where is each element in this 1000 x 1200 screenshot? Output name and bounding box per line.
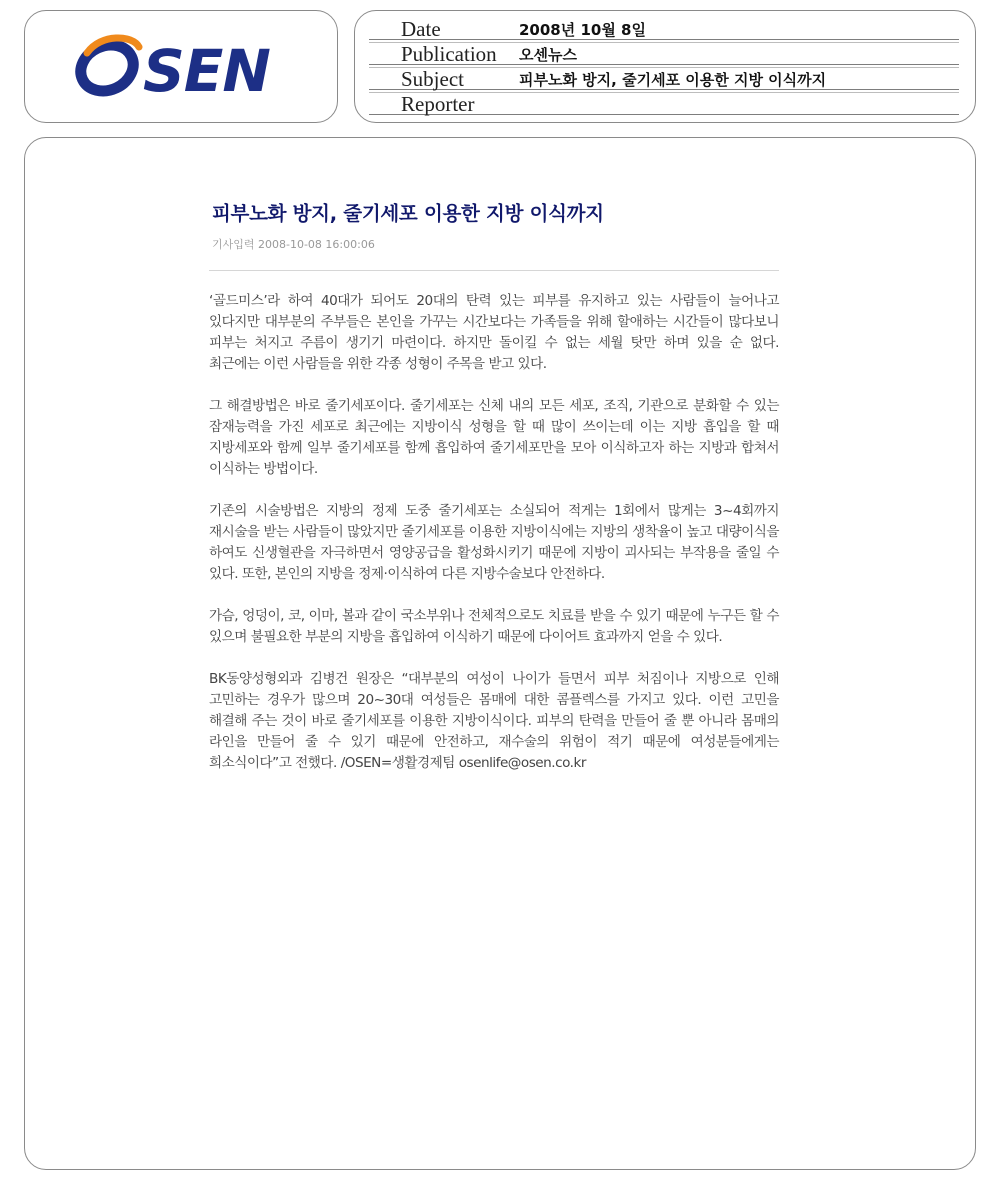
meta-row-reporter: [369, 90, 959, 115]
meta-label: Publication: [401, 42, 497, 66]
osen-logo: [73, 31, 283, 105]
article-title: 피부노화 방지, 줄기세포 이용한 지방 이식까지: [212, 202, 604, 225]
logo-panel: [24, 10, 338, 123]
meta-label: Date: [401, 17, 441, 41]
meta-row-publication: [369, 40, 959, 65]
article: [209, 198, 779, 795]
logo-text: SEN: [143, 37, 270, 105]
meta-value: 2008년 10월 8일: [519, 21, 646, 39]
article-paragraph: BK동양성형외과 김병건 원장은 “대부분의 여성이 나이가 들면서 피부 처짐이나 지방으로 인해 고민하는 경우가 많으며 20~30대 여성들은 몸매에 대한 콤플렉스를 가지고 있다. 이런 고민을 해결해 주는 것이 바로 줄기세포를 이용한 지방이식이다. 피부의 탄력을 만들어 줄 뿐 아니라 몸매의 라인을 만들어 줄 수 있기 때문에 안전하고, 재수술의 위험이 적기 때문에 여성분들에게는 희소식이다”고 전했다. /OSEN=생활경제팀 osenlife@osen.co.kr: [209, 671, 779, 771]
metadata-panel: [354, 10, 976, 123]
article-timestamp: 기사입력 2008-10-08 16:00:06: [212, 238, 375, 251]
article-paragraph: 기존의 시술방법은 지방의 정제 도중 줄기세포는 소실되어 적게는 1회에서 많게는 3~4회까지 재시술을 받는 사람들이 많았지만 줄기세포를 이용한 지방이식에는 지방의 생착율이 높고 대량이식을 하여도 신생혈관을 자극하면서 영양공급을 활성화시키기 때문에 지방이 괴사되는 부작용을 줄일 수 있다. 또한, 본인의 지방을 정제·이식하여 다른 지방수술보다 안전하다.: [209, 503, 779, 582]
meta-row-date: [369, 15, 959, 40]
article-paragraph: 그 해결방법은 바로 줄기세포이다. 줄기세포는 신체 내의 모든 세포, 조직, 기관으로 분화할 수 있는 잠재능력을 가진 세포로 최근에는 지방이식 성형을 할 때 많이 쓰이는데 이는 지방 흡입을 할 때 지방세포와 함께 일부 줄기세포를 함께 흡입하여 줄기세포만을 모아 이식하고자 하는 지방과 합쳐서 이식하는 방법이다.: [209, 398, 779, 477]
meta-value: 피부노화 방지, 줄기세포 이용한 지방 이식까지: [519, 71, 827, 89]
meta-row-subject: [369, 65, 959, 90]
article-body: [209, 291, 779, 774]
article-panel: [24, 137, 976, 1170]
article-paragraph: 가슴, 엉덩이, 코, 이마, 볼과 같이 국소부위나 전체적으로도 치료를 받을 수 있기 때문에 누구든 할 수 있으며 불필요한 부분의 지방을 흡입하여 이식하기 때문에 다이어트 효과까지 얻을 수 있다.: [209, 608, 779, 645]
article-paragraph: ‘골드미스’라 하여 40대가 되어도 20대의 탄력 있는 피부를 유지하고 있는 사람들이 늘어나고 있다지만 대부분의 주부들은 본인을 가꾸는 시간보다는 가족들을 위해 할애하는 시간들이 많다보니 피부는 처지고 주름이 생기기 마련이다. 하지만 돌이킬 수 없는 세월 탓만 하며 있을 순 없다. 최근에는 이런 사람들을 위한 각종 성형이 주목을 받고 있다.: [209, 293, 779, 372]
meta-label: Subject: [401, 67, 464, 91]
meta-value: 오센뉴스: [519, 46, 577, 64]
osen-logo-mark-icon: [73, 31, 145, 101]
metadata-table: [369, 15, 959, 115]
divider: [209, 270, 779, 271]
meta-label: Reporter: [401, 92, 475, 116]
